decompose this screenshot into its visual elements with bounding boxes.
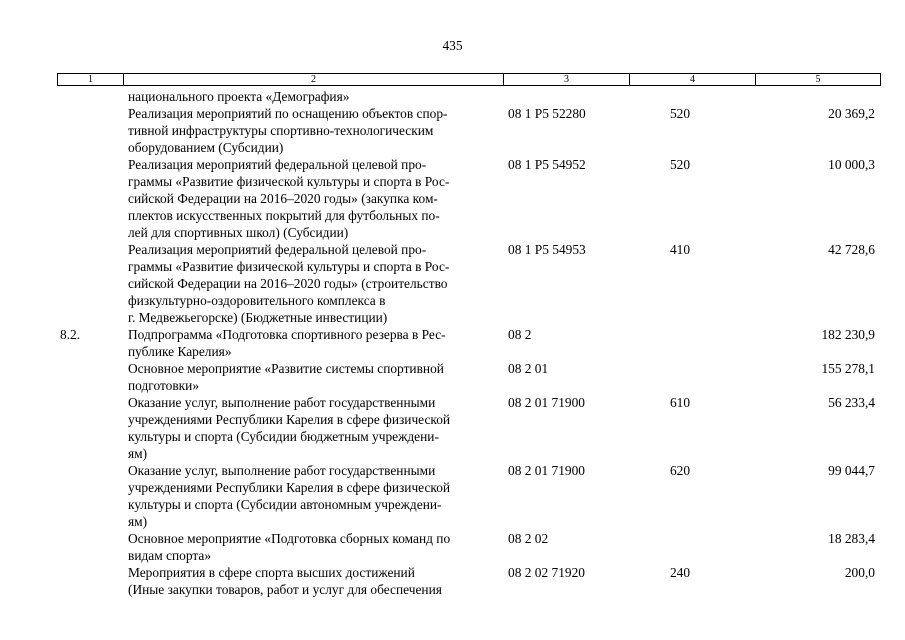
row-name: Реализация мероприятий по оснащению объектов спор- тивной инфраструктуры спортивно-технологическим оборудованием (Субсидии) (128, 106, 448, 155)
table-row (0, 564, 905, 598)
row-expense-type: 410 (669, 242, 691, 257)
table-row (0, 462, 905, 530)
row-expense-type: 610 (669, 395, 691, 410)
row-name: Оказание услуг, выполнение работ государственными учреждениями Республики Карелия в сфере физической культуры и спорта (Субсидии автономным учреждени- ям) (128, 463, 451, 529)
header-col-1: 1 (58, 74, 124, 85)
row-number: 8.2. (60, 327, 81, 342)
table-row (0, 530, 905, 564)
row-amount: 18 283,4 (828, 531, 875, 546)
header-col-3: 3 (504, 74, 630, 85)
page-number: 435 (442, 38, 463, 53)
row-amount: 155 278,1 (821, 361, 875, 376)
header-col-5: 5 (815, 74, 821, 85)
row-amount: 99 044,7 (828, 463, 875, 478)
row-name: Основное мероприятие «Подготовка сборных команд по видам спорта» (128, 531, 451, 563)
row-code: 08 1 P5 54953 (508, 242, 586, 257)
row-name: Мероприятия в сфере спорта высших достижений (Иные закупки товаров, работ и услуг для обеспечения (128, 565, 442, 597)
row-name: Подпрограмма «Подготовка спортивного резерва в Рес- публике Карелия» (128, 327, 446, 359)
row-name: Реализация мероприятий федеральной целевой про- граммы «Развитие физической культуры и спорта в Рос- сийской Федерации на 2016–2020 годы» (строительство физкультурно-оздоровительного комплекса в г. Медвежьегорске) (Бюджетные инвестиции) (128, 242, 450, 325)
table-body (0, 88, 905, 598)
row-code: 08 2 02 71920 (508, 565, 585, 580)
table-row (0, 105, 905, 156)
row-amount: 10 000,3 (828, 157, 875, 172)
row-name: национального проекта «Демография» (128, 89, 350, 104)
row-amount: 42 728,6 (828, 242, 875, 257)
row-code: 08 2 01 71900 (508, 463, 585, 478)
row-amount: 56 233,4 (828, 395, 875, 410)
table-row (0, 241, 905, 326)
row-amount: 182 230,9 (821, 327, 875, 342)
table-row (0, 326, 905, 360)
table-row (0, 360, 905, 394)
row-amount: 20 369,2 (828, 106, 875, 121)
row-code: 08 2 01 (508, 361, 549, 376)
row-name: Основное мероприятие «Развитие системы спортивной подготовки» (128, 361, 444, 393)
row-amount: 200,0 (844, 565, 875, 580)
header-col-4: 4 (630, 74, 756, 85)
row-expense-type: 520 (669, 157, 691, 172)
header-col-2: 2 (124, 74, 504, 85)
table-header-row (57, 73, 881, 86)
row-expense-type: 520 (669, 106, 691, 121)
row-code: 08 2 (508, 327, 532, 342)
row-code: 08 2 02 (508, 531, 549, 546)
table-row (0, 88, 905, 105)
row-name: Оказание услуг, выполнение работ государственными учреждениями Республики Карелия в сфере физической культуры и спорта (Субсидии бюджетным учреждени- ям) (128, 395, 451, 461)
table-row (0, 394, 905, 462)
row-code: 08 1 P5 54952 (508, 157, 586, 172)
row-code: 08 1 P5 52280 (508, 106, 586, 121)
table-row (0, 156, 905, 241)
row-name: Реализация мероприятий федеральной целевой про- граммы «Развитие физической культуры и спорта в Рос- сийской Федерации на 2016–2020 годы» (закупка ком- плектов искусственных покрытий для футбольных по- лей для спортивных школ) (Субсидии) (128, 157, 450, 240)
row-expense-type: 620 (669, 463, 691, 478)
row-code: 08 2 01 71900 (508, 395, 585, 410)
row-expense-type: 240 (669, 565, 691, 580)
